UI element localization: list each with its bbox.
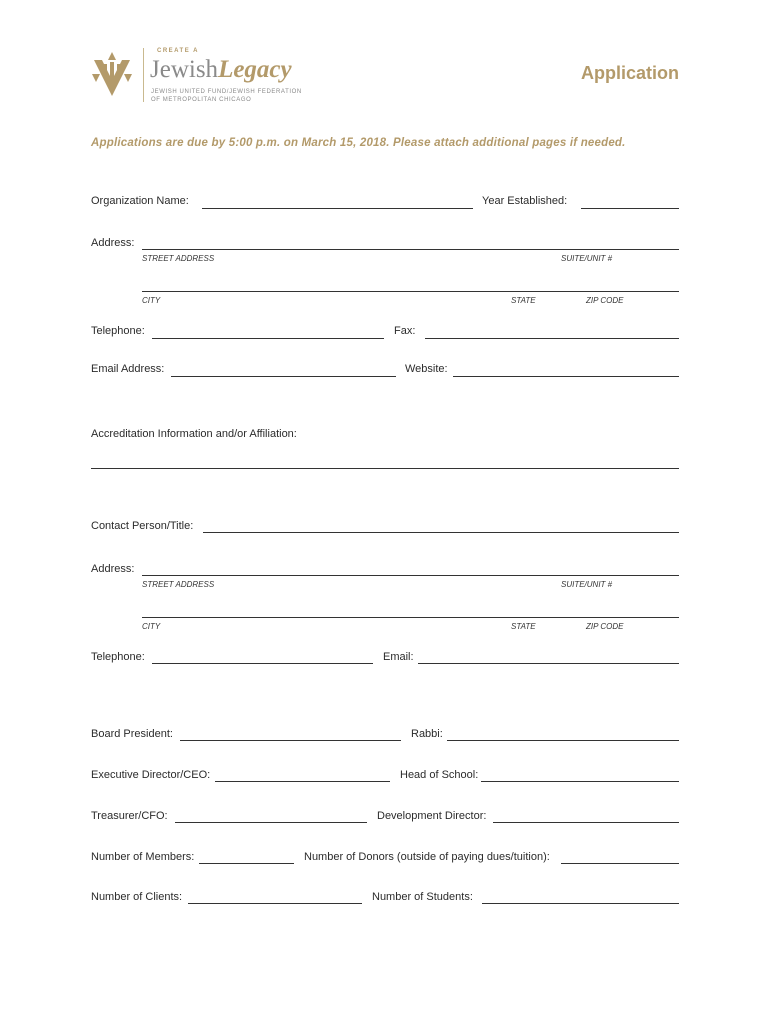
website-label: Website: <box>405 363 448 375</box>
contact-street-address-field[interactable] <box>142 575 679 576</box>
accreditation-label: Accreditation Information and/or Affiliation: <box>91 428 297 440</box>
number-of-donors-label: Number of Donors (outside of paying dues/tuition): <box>304 851 550 863</box>
logo-create-text: CREATE A <box>157 48 199 54</box>
logo-divider <box>143 48 144 102</box>
executive-director-label: Executive Director/CEO: <box>91 769 211 781</box>
number-of-clients-label: Number of Clients: <box>91 891 183 903</box>
contact-state-caption: STATE <box>511 622 536 631</box>
city-state-zip-field[interactable] <box>142 291 679 292</box>
logo-jewish-text: Jewish <box>150 56 219 83</box>
logo-org-line1: JEWISH UNITED FUND/JEWISH FEDERATION <box>151 89 302 95</box>
development-director-field[interactable] <box>493 822 679 823</box>
number-of-students-label: Number of Students: <box>372 891 473 903</box>
board-president-field[interactable] <box>180 740 401 741</box>
telephone-field[interactable] <box>152 338 384 339</box>
year-established-label: Year Established: <box>482 195 568 207</box>
contact-telephone-label: Telephone: <box>91 651 145 663</box>
head-of-school-field[interactable] <box>481 781 679 782</box>
number-of-clients-field[interactable] <box>188 903 362 904</box>
executive-director-field[interactable] <box>215 781 390 782</box>
logo-wordmark <box>150 56 292 84</box>
city-caption: CITY <box>142 296 161 305</box>
suite-caption: SUITE/UNIT # <box>561 254 613 263</box>
rabbi-field[interactable] <box>447 740 679 741</box>
address-label: Address: <box>91 237 135 249</box>
number-of-members-field[interactable] <box>199 863 294 864</box>
menorah-star-icon <box>90 50 134 98</box>
contact-person-field[interactable] <box>203 532 679 533</box>
contact-city-caption: CITY <box>142 622 161 631</box>
accreditation-field[interactable] <box>91 468 679 469</box>
contact-email-label: Email: <box>383 651 414 663</box>
website-field[interactable] <box>453 376 679 377</box>
rabbi-label: Rabbi: <box>411 728 443 740</box>
number-of-members-label: Number of Members: <box>91 851 195 863</box>
fax-field[interactable] <box>425 338 679 339</box>
year-established-field[interactable] <box>581 208 679 209</box>
street-address-caption: STREET ADDRESS <box>142 254 215 263</box>
telephone-label: Telephone: <box>91 325 145 337</box>
fax-label: Fax: <box>394 325 416 337</box>
due-date-notice: Applications are due by 5:00 p.m. on March 15, 2018. Please attach additional pages if needed. <box>91 137 626 149</box>
board-president-label: Board President: <box>91 728 173 740</box>
state-caption: STATE <box>511 296 536 305</box>
contact-email-field[interactable] <box>418 663 679 664</box>
number-of-students-field[interactable] <box>482 903 679 904</box>
number-of-donors-field[interactable] <box>561 863 679 864</box>
street-address-field[interactable] <box>142 249 679 250</box>
contact-suite-caption: SUITE/UNIT # <box>561 580 613 589</box>
org-name-label: Organization Name: <box>91 195 189 207</box>
treasurer-field[interactable] <box>175 822 367 823</box>
email-address-label: Email Address: <box>91 363 165 375</box>
contact-telephone-field[interactable] <box>152 663 373 664</box>
email-address-field[interactable] <box>171 376 396 377</box>
contact-person-label: Contact Person/Title: <box>91 520 194 532</box>
page-title: Application <box>581 63 679 83</box>
logo-org-line2: OF METROPOLITAN CHICAGO <box>151 97 252 103</box>
org-name-field[interactable] <box>202 208 473 209</box>
treasurer-label: Treasurer/CFO: <box>91 810 168 822</box>
contact-zip-caption: ZIP CODE <box>586 622 624 631</box>
contact-address-label: Address: <box>91 563 135 575</box>
head-of-school-label: Head of School: <box>400 769 479 781</box>
development-director-label: Development Director: <box>377 810 487 822</box>
contact-city-state-zip-field[interactable] <box>142 617 679 618</box>
logo-legacy-text: Legacy <box>218 56 292 83</box>
contact-street-caption: STREET ADDRESS <box>142 580 215 589</box>
zip-caption: ZIP CODE <box>586 296 624 305</box>
